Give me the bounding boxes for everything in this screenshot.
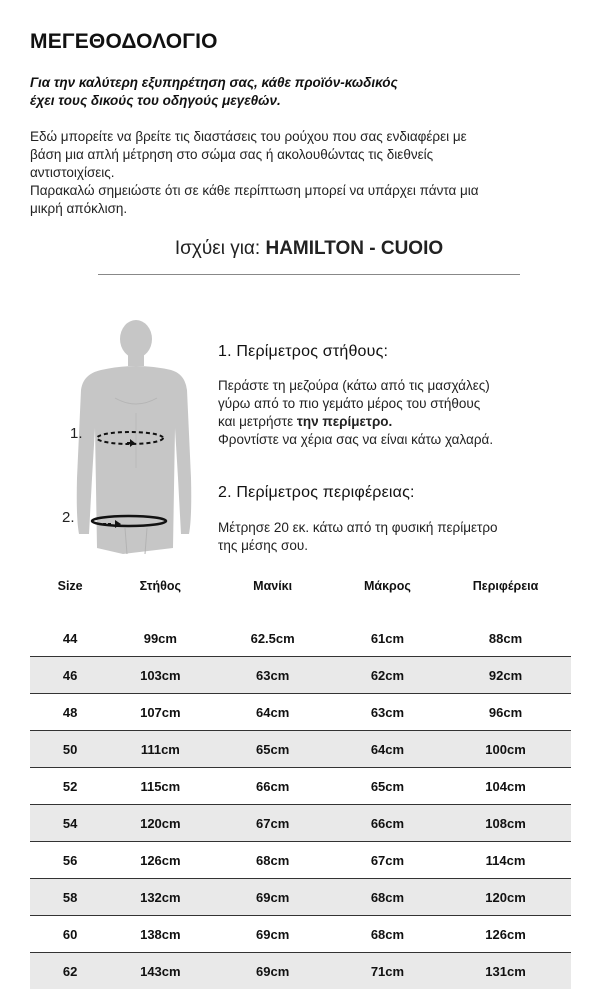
table-cell: 63cm bbox=[210, 657, 334, 694]
product-name: HAMILTON - CUOIO bbox=[265, 238, 444, 259]
table-row bbox=[30, 953, 571, 990]
measure-chest-line: γύρω από το πιο γεμάτο μέρος του στήθους bbox=[218, 396, 481, 411]
measure-chest-line: Φροντίστε να χέρια σας να είναι κάτω χαλαρά. bbox=[218, 432, 494, 447]
header-length: Μάκρος bbox=[363, 579, 411, 593]
table-row bbox=[30, 694, 571, 731]
table-cell: 44 bbox=[62, 630, 78, 646]
table-cell: 66cm bbox=[335, 805, 440, 842]
table-row bbox=[30, 842, 571, 879]
table-cell: 107cm bbox=[140, 704, 181, 720]
table-cell: 62cm bbox=[335, 657, 440, 694]
table-cell: 68cm bbox=[256, 852, 290, 868]
table-cell: 126cm bbox=[485, 926, 526, 942]
table-row bbox=[30, 916, 571, 953]
table-cell: 62.5cm bbox=[250, 630, 295, 646]
table-cell: 61cm bbox=[370, 630, 405, 646]
measure-chest-line: Περάστε τη μεζούρα (κάτω από τις μασχάλες) bbox=[218, 378, 490, 393]
measure-hips-line: της μέσης σου. bbox=[218, 538, 308, 553]
table-cell: 92cm bbox=[440, 657, 571, 694]
table-cell: 56 bbox=[62, 852, 78, 868]
measure-hips-text bbox=[218, 519, 578, 555]
table-cell: 60 bbox=[62, 926, 78, 942]
table-cell: 120cm bbox=[440, 879, 571, 916]
divider bbox=[98, 274, 520, 275]
table-cell: 68cm bbox=[370, 926, 405, 942]
table-cell: 69cm bbox=[210, 953, 334, 990]
table-cell: 50 bbox=[30, 731, 110, 768]
size-table bbox=[30, 568, 571, 989]
measure-chest-line: και μετρήστε bbox=[218, 414, 297, 429]
intro-highlight bbox=[30, 74, 570, 110]
intro-line: μικρή απόκλιση. bbox=[30, 201, 128, 216]
header-chest: Στήθος bbox=[139, 579, 182, 593]
table-cell: 111cm bbox=[110, 731, 210, 768]
table-cell: 64cm bbox=[335, 731, 440, 768]
table-row bbox=[30, 768, 571, 805]
header-size: Size bbox=[57, 579, 83, 593]
intro-highlight-line: Για την καλύτερη εξυπηρέτηση σας, κάθε προϊόν-κωδικός bbox=[30, 75, 398, 90]
applies-label: Ισχύει για: bbox=[174, 238, 261, 259]
table-cell: 68cm bbox=[335, 879, 440, 916]
measure-chest-emphasis: την περίμετρο. bbox=[296, 414, 393, 429]
table-cell: 65cm bbox=[210, 731, 334, 768]
marker-1: 1. bbox=[70, 425, 83, 442]
table-row bbox=[30, 657, 571, 694]
table-cell: 54 bbox=[30, 805, 110, 842]
table-cell: 62 bbox=[30, 953, 110, 990]
table-cell: 104cm bbox=[485, 778, 526, 794]
table-cell: 131cm bbox=[440, 953, 571, 990]
measure-hips-line: Μέτρησε 20 εκ. κάτω από τη φυσική περίμετρο bbox=[218, 520, 498, 535]
table-row bbox=[30, 879, 571, 916]
intro-highlight-line: έχει τους δικούς του οδηγούς μεγεθών. bbox=[30, 93, 281, 108]
table-header-row bbox=[30, 568, 571, 604]
table-cell: 103cm bbox=[110, 657, 210, 694]
table-cell: 120cm bbox=[110, 805, 210, 842]
table-cell: 71cm bbox=[335, 953, 440, 990]
table-cell: 88cm bbox=[488, 630, 523, 646]
table-row bbox=[30, 731, 571, 768]
table-cell: 114cm bbox=[485, 852, 526, 868]
table-cell: 126cm bbox=[140, 852, 181, 868]
table-row bbox=[30, 620, 571, 657]
page-title: ΜΕΓΕΘΟΔΟΛΟΓΙΟ bbox=[30, 30, 218, 53]
table-cell: 48 bbox=[62, 704, 78, 720]
applies-to bbox=[0, 238, 600, 260]
table-cell: 46 bbox=[30, 657, 110, 694]
intro-line: Εδώ μπορείτε να βρείτε τις διαστάσεις του ρούχου που σας ενδιαφέρει με bbox=[30, 129, 467, 144]
table-cell: 99cm bbox=[143, 630, 177, 646]
intro-line: αντιστοιχίσεις. bbox=[30, 165, 115, 180]
table-cell: 132cm bbox=[110, 879, 210, 916]
intro-text bbox=[30, 128, 575, 218]
intro-line: βάση μια απλή μέτρηση στο σώμα σας ή ακολουθώντας τις διεθνείς bbox=[30, 147, 434, 162]
table-cell: 52 bbox=[62, 778, 78, 794]
measure-chest-title: 1. Περίμετρος στήθους: bbox=[218, 343, 389, 360]
table-cell: 143cm bbox=[110, 953, 210, 990]
table-cell: 69cm bbox=[256, 926, 290, 942]
measure-hips-title: 2. Περίμετρος περιφέρειας: bbox=[218, 484, 415, 501]
table-cell: 67cm bbox=[210, 805, 334, 842]
header-hips: Περιφέρεια bbox=[472, 579, 539, 593]
table-cell: 100cm bbox=[440, 731, 571, 768]
table-cell: 138cm bbox=[140, 926, 181, 942]
table-cell: 58 bbox=[30, 879, 110, 916]
torso-silhouette-icon bbox=[55, 318, 205, 564]
table-cell: 67cm bbox=[370, 852, 405, 868]
measure-chest-text bbox=[218, 377, 578, 449]
table-cell: 96cm bbox=[488, 704, 523, 720]
table-row bbox=[30, 805, 571, 842]
table-cell: 115cm bbox=[140, 778, 181, 794]
table-cell: 66cm bbox=[256, 778, 290, 794]
table-cell: 65cm bbox=[370, 778, 405, 794]
table-cell: 69cm bbox=[210, 879, 334, 916]
header-sleeve: Μανίκι bbox=[253, 579, 293, 593]
body-figure bbox=[55, 318, 205, 564]
marker-2: 2. bbox=[62, 509, 75, 526]
table-cell: 108cm bbox=[440, 805, 571, 842]
intro-line: Παρακαλώ σημειώστε ότι σε κάθε περίπτωση μπορεί να υπάρχει πάντα μια bbox=[30, 183, 479, 198]
table-cell: 63cm bbox=[370, 704, 405, 720]
table-cell: 64cm bbox=[256, 704, 290, 720]
